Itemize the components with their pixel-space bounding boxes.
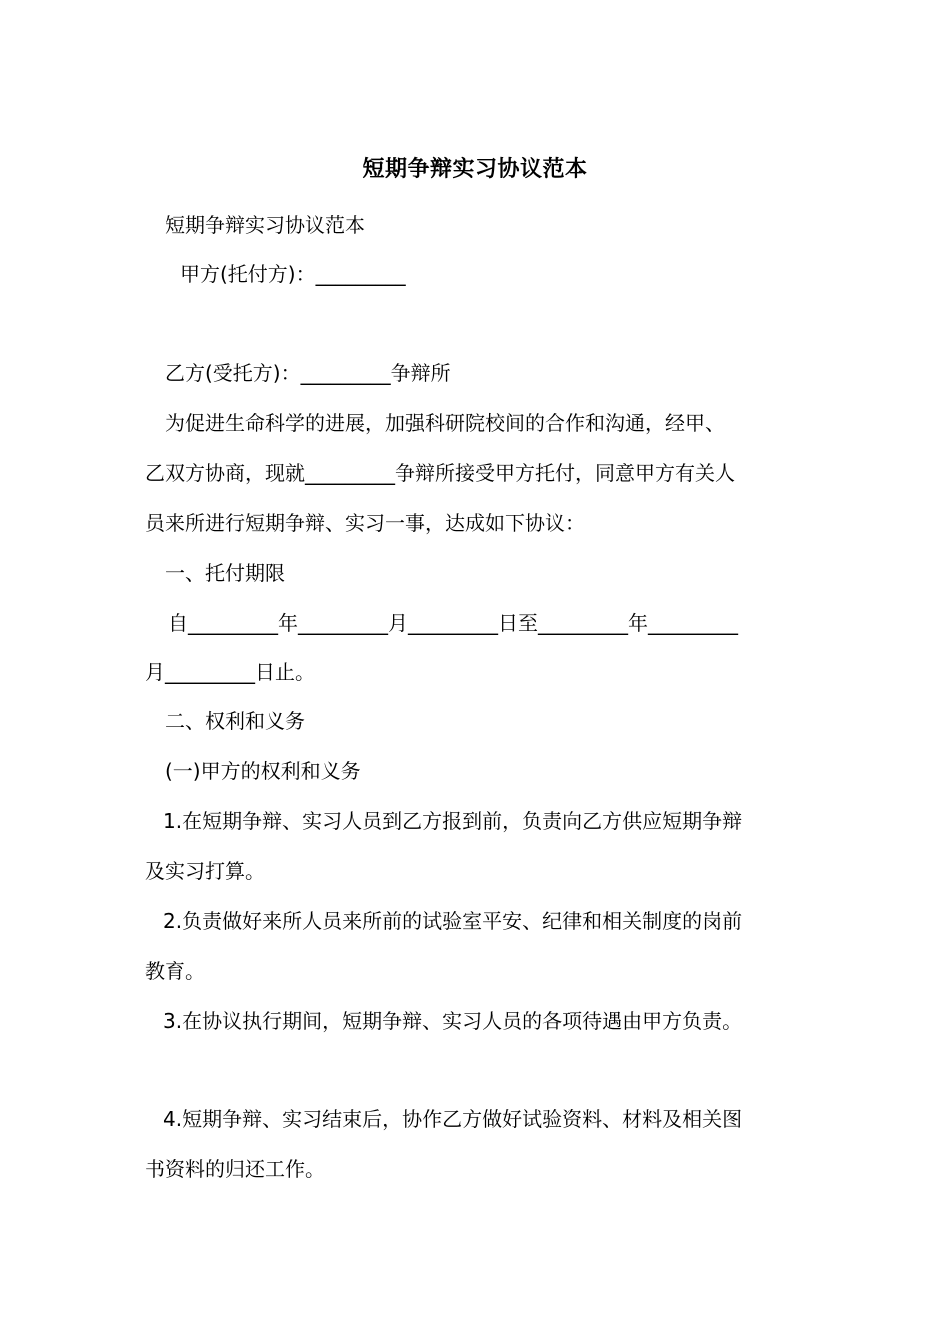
term-date-line-1: 自_________年_________月_________日至_________年_________ [168, 611, 738, 635]
clause-2-line-2: 教育。 [145, 959, 205, 983]
document-title: 短期争辩实习协议范本 [362, 157, 588, 182]
clause-4-line-2: 书资料的归还工作。 [145, 1157, 325, 1181]
section-heading-rights: 二、权利和义务 [165, 709, 305, 733]
party-a-line: 甲方(托付方)：_________ [180, 262, 406, 286]
intro-paragraph-line-2: 乙双方协商，现就_________争辩所接受甲方托付，同意甲方有关人 [145, 461, 735, 485]
intro-paragraph-line-1: 为促进生命科学的进展，加强科研院校间的合作和沟通，经甲、 [165, 411, 725, 435]
term-date-line-2: 月_________日止。 [145, 660, 315, 684]
intro-paragraph-line-3: 员来所进行短期争辩、实习一事，达成如下协议： [145, 511, 585, 535]
section-heading-term: 一、托付期限 [165, 561, 285, 585]
party-b-line: 乙方(受托方)：_________争辩所 [165, 361, 451, 385]
clause-2-line-1: 2.负责做好来所人员来所前的试验室平安、纪律和相关制度的岗前 [163, 909, 743, 933]
subsection-heading-party-a: (一)甲方的权利和义务 [165, 759, 361, 783]
clause-3-line-1: 3.在协议执行期间，短期争辩、实习人员的各项待遇由甲方负责。 [163, 1009, 743, 1033]
clause-1-line-2: 及实习打算。 [145, 859, 265, 883]
clause-4-line-1: 4.短期争辩、实习结束后，协作乙方做好试验资料、材料及相关图 [163, 1107, 743, 1131]
clause-1-line-1: 1.在短期争辩、实习人员到乙方报到前，负责向乙方供应短期争辩 [163, 809, 743, 833]
subtitle-line: 短期争辩实习协议范本 [165, 213, 365, 237]
